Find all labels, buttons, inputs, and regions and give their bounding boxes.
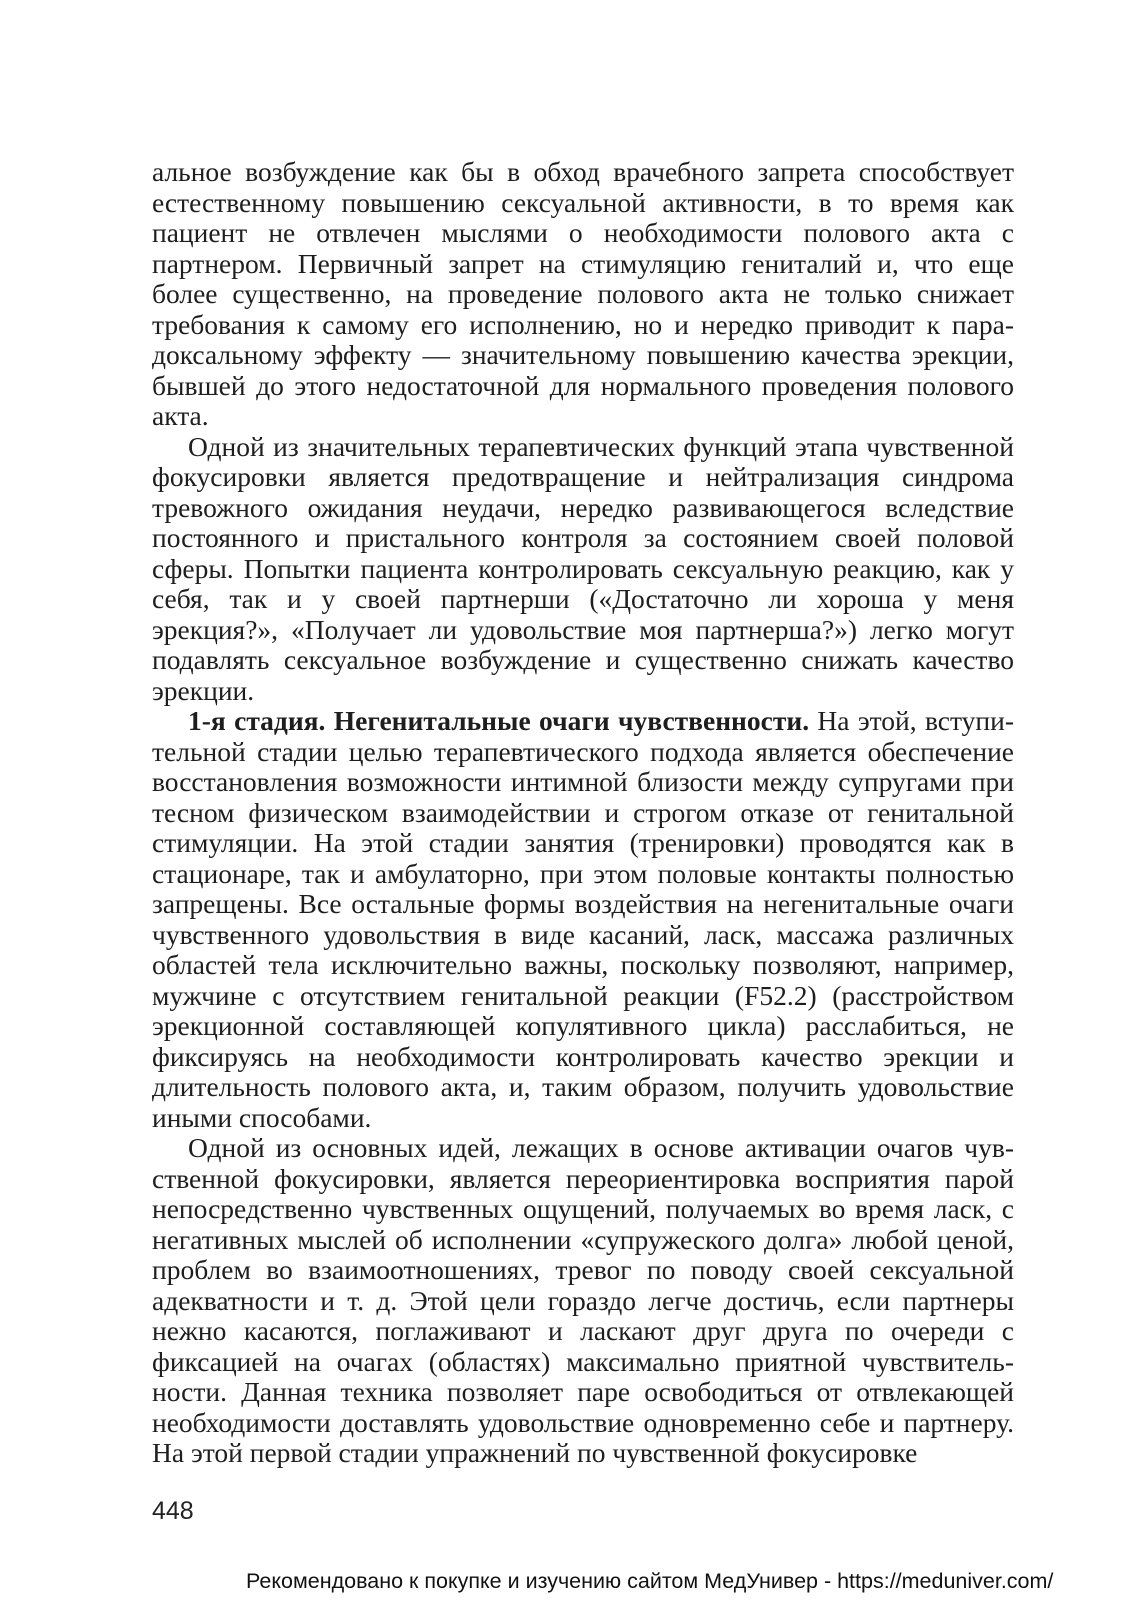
- stage-heading: 1-я стадия. Негенитальные очаги чувственности.: [188, 705, 810, 736]
- paragraph-3: [152, 706, 1014, 1133]
- paragraph-4-text: Одной из основных идей, лежащих в основе активации очагов чувственной фокусировки, является переориентировка восприятия парой непосредственно чувственных ощущений, получаемых во время ласк, с негативных мыслей об исполнении «супружеского долга» любой ценой, проблем во взаимоотношениях, тревог по поводу своей сексуальной адекватности и т. д. Этой цели гораздо легче достичь, если партнеры нежно касаются, поглаживают и ласкают друг друга по очереди с фиксацией на очагах (областях) максимально приятной чувствительности. Данная техника позволяет паре освободиться от отвлекающей необходимости доставлять удовольствие одновременно себе и партнеру. На этой первой стадии упражнений по чувственной фокусировке: [152, 1132, 1014, 1468]
- body-text: [152, 157, 1014, 1469]
- paragraph-1: [152, 157, 1014, 432]
- page-number: 448: [152, 1497, 194, 1525]
- paragraph-2-text: Одной из значительных терапевтических функций этапа чувственной фокусировки является предотвращение и нейтрализация синдрома тревожного ожидания неудачи, нередко развивающегося вследствие постоянного и пристального контроля за состоянием своей половой сферы. Попытки пациента контролировать сексуальную реакцию, как у себя, так и у своей партнерши («Достаточно ли хороша у меня эрекция?», «Получает ли удовольствие моя партнерша?») легко могут подавлять сексуальное возбуждение и существенно снижать качество эрекции.: [152, 430, 1014, 706]
- paragraph-1-text: альное возбуждение как бы в обход врачебного запрета способствует естественному повышению сексуальной активности, в то время как пациент не отвлечен мыслями о необходимости полового акта с партнером. Первичный запрет на стимуляцию гениталий и, что еще более существенно, на проведение полового акта не только снижает требования к самому его исполнению, но и нередко приводит к парадоксальному эффекту — значительному повышению качества эрекции, бывшей до этого недостаточной для нормального проведения полового акта.: [152, 156, 1014, 431]
- footer-watermark-text: Рекомендовано к покупке и изучению сайтом МедУнивер - https://meduniver.com/: [246, 1569, 1054, 1593]
- paragraph-3-text: На этой, вступительной стадии целью терапевтического подхода является обеспечение восстановления возможности интимной близости между супругами при тесном физическом взаимодействии и строгом отказе от генитальной стимуляции. На этой стадии занятия (тренировки) проводятся как в стационаре, так и амбулаторно, при этом половые контакты полностью запрещены. Все остальные формы воздействия на негенитальные очаги чувственного удовольствия в виде касаний, ласк, массажа различных областей тела исключительно важны, поскольку позволяют, например, мужчине с отсутствием генитальной реакции (F52.2) (расстройством эрекционной составляющей копулятивного цикла) расслабиться, не фиксируясь на необходимости контролировать качество эрекции и длительность полового акта, и, таким образом, получить удовольствие иными способами.: [152, 705, 1014, 1133]
- paragraph-2: [152, 432, 1014, 707]
- paragraph-4: [152, 1133, 1014, 1469]
